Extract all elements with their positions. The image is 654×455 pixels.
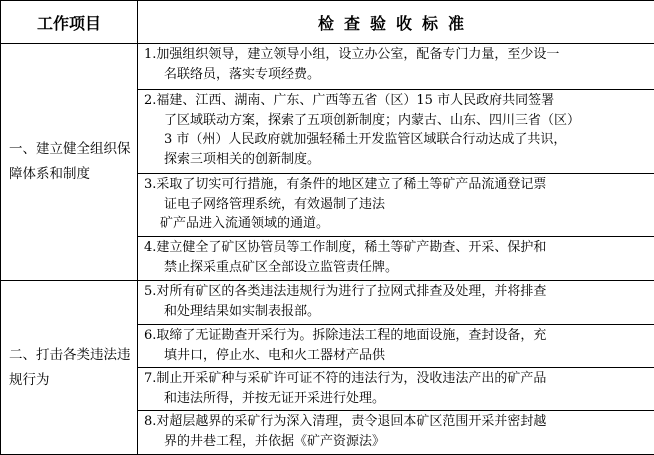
standard-item bbox=[138, 44, 654, 90]
item-line: 界的井巷工程，并依据《矿产资源法》 bbox=[144, 432, 648, 452]
item-line: 8.对超层越界的采矿行为深入清理，责令退回本矿区范围开采并密封越 bbox=[144, 412, 648, 432]
item-line: 2.福建、江西、湖南、广东、广西等五省（区）15 市人民政府共同签署 bbox=[144, 91, 648, 111]
header-inspection-standard: 检查验收标准 bbox=[138, 1, 654, 44]
item-line: 探索三项相关的创新制度。 bbox=[144, 150, 648, 170]
item-line: 7.制止开采矿种与采矿许可证不符的违法行为，没收违法产出的矿产品 bbox=[144, 369, 648, 389]
item-line: 3 市（州）人民政府就加强轻稀土开发监管区域联合行动达成了共识， bbox=[144, 130, 648, 150]
standard-item bbox=[138, 174, 654, 237]
item-line: 4.建立健全了矿区协管员等工作制度，稀土等矿产勘查、开采、保护和 bbox=[144, 238, 648, 258]
item-line: 填井口，停止水、电和火工器材产品供 bbox=[144, 346, 648, 366]
header-work-item: 工作项目 bbox=[1, 1, 138, 44]
table-row bbox=[1, 281, 654, 325]
standard-item bbox=[138, 90, 654, 174]
item-line: 禁止探采重点矿区全部设立监管责任牌。 bbox=[144, 258, 648, 278]
item-line: 证电子网络管理系统，有效遏制了违法 bbox=[144, 195, 648, 215]
standard-item bbox=[138, 325, 654, 368]
item-line: 矿产品进入流通领域的通道。 bbox=[144, 214, 648, 234]
standard-item bbox=[138, 411, 654, 455]
standard-item bbox=[138, 237, 654, 281]
item-line: 了区域联动方案，探索了五项创新制度；内蒙古、山东、四川三省（区） bbox=[144, 111, 648, 131]
category-cell: 二、打击各类违法违规行为 bbox=[1, 281, 138, 455]
table-row bbox=[1, 44, 654, 90]
standard-item bbox=[138, 281, 654, 325]
category-cell: 一、建立健全组织保障体系和制度 bbox=[1, 44, 138, 281]
item-line: 5.对所有矿区的各类违法违规行为进行了拉网式排查及处理，并将排查 bbox=[144, 282, 648, 302]
item-line: 名联络员，落实专项经费。 bbox=[144, 65, 648, 85]
item-line: 和违法所得，并按无证开采进行处理。 bbox=[144, 389, 648, 409]
item-line: 1.加强组织领导，建立领导小组，设立办公室，配备专门力量，至少设一 bbox=[144, 45, 648, 65]
item-line: 6.取缔了无证勘查开采行为。拆除违法工程的地面设施，查封设备，充 bbox=[144, 326, 648, 346]
item-line: 和处理结果如实制表报部。 bbox=[144, 302, 648, 322]
item-line: 3.采取了切实可行措施，有条件的地区建立了稀土等矿产品流通登记票 bbox=[144, 175, 648, 195]
header-row bbox=[1, 1, 654, 44]
standard-item bbox=[138, 368, 654, 411]
